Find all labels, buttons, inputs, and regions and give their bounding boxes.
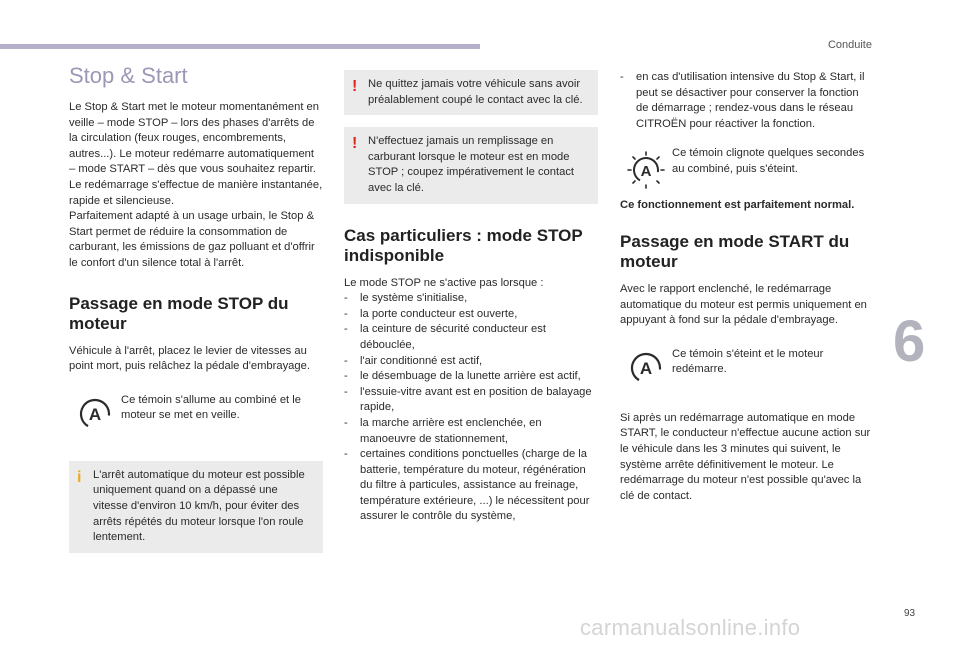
special-cases-heading: Cas particuliers : mode STOP indisponible [344, 225, 583, 265]
column-3 [620, 70, 874, 504]
exclamation-icon: ! [352, 78, 358, 95]
warning-text-1: Ne quittez jamais votre véhicule sans avoir préalablement coupé le contact avec la clé. [368, 78, 583, 106]
exclamation-icon: ! [352, 135, 358, 153]
info-icon: i [77, 468, 82, 486]
start-witness-row [620, 347, 874, 385]
intro-paragraph-3: Parfaitement adapté à un usage urbain, le Stop & Start permet de réduire la consommation de carburant, les émissions de gaz polluant et d'offrir le confort d'un silence total à l'arrêt. [69, 210, 315, 269]
watermark: carmanualsonline.info [580, 615, 801, 640]
column-2 [344, 70, 598, 525]
info-box [69, 461, 323, 553]
stop-witness-text: Ce témoin s'allume au combiné et le moteur se met en veille. [121, 393, 301, 422]
final-paragraph: Si après un redémarrage automatique en mode START, le conducteur n'effectue aucune action sur le véhicule dans les 3 minutes qui suivent, le système arrête définitivement le moteur. Le redémarrage du moteur n'est possible qu'avec la clé de contact. [620, 411, 871, 502]
start-mode-heading: Passage en mode START du moteur [620, 231, 850, 271]
list-item: - le système s'initialise, [344, 291, 598, 307]
warning-box-1 [344, 70, 598, 115]
section-label: Conduite [827, 39, 872, 51]
svg-text:A: A [639, 358, 653, 378]
intro-paragraph: Le Stop & Start met le moteur momentanément en veille – mode STOP – lors des phases d'arrêts de la circulation (feux rouges, encombrements, autres...). Le moteur redémarre automatiquement – mode START – dès que vous souhaitez repartir. [69, 101, 319, 176]
warning-text-2: N'effectuez jamais un remplissage en carburant lorsque le moteur est en mode STOP ; coupez impérativement le contact avec la clé. [368, 135, 575, 194]
special-cases-intro: Le mode STOP ne s'active pas lorsque : [344, 276, 544, 289]
stop-witness-row [69, 393, 323, 431]
page-title: Stop & Start [69, 63, 188, 88]
header-bar [0, 44, 480, 49]
chapter-number: 6 [893, 309, 926, 374]
column-1 [69, 62, 323, 553]
stop-mode-text: Véhicule à l'arrêt, placez le levier de vitesses au point mort, puis relâchez la pédale d'embrayage. [69, 344, 310, 373]
special-cases-list-continued [620, 70, 874, 132]
list-item: - l'essuie-vitre avant est en position de balayage rapide, [344, 385, 598, 416]
info-box-text: L'arrêt automatique du moteur est possible uniquement quand on a dépassé une vitesse d'environ 10 km/h, pour éviter des arrêts répétés du moteur lorsque l'on roule lentement. [93, 468, 305, 544]
list-item: - le désembuage de la lunette arrière est actif, [344, 369, 598, 385]
svg-text:A: A [88, 404, 102, 424]
normal-note: Ce fonctionnement est parfaitement normal. [620, 199, 855, 212]
blink-witness-text: Ce témoin clignote quelques secondes au combiné, puis s'éteint. [672, 147, 865, 175]
list-item: - l'air conditionné est actif, [344, 354, 598, 370]
list-item: - la ceinture de sécurité conducteur est débouclée, [344, 322, 598, 353]
special-cases-list [344, 291, 598, 525]
warning-box-2 [344, 127, 598, 203]
blink-witness-row [620, 146, 874, 190]
start-witness-text: Ce témoin s'éteint et le moteur redémarre. [672, 347, 824, 376]
stop-start-a-icon [78, 397, 112, 431]
stop-start-a-blinking-icon [626, 150, 666, 190]
list-item: - en cas d'utilisation intensive du Stop & Start, il peut se désactiver pour conserver la fonction de démarrage ; rendez-vous dans le réseau CITROËN pour réactiver la fonction. [620, 70, 874, 132]
page-number: 93 [904, 608, 916, 619]
svg-text:A: A [640, 163, 652, 181]
start-mode-text: Avec le rapport enclenché, le redémarrage automatique du moteur est permis uniquement en appuyant à fond sur la pédale d'embrayage. [620, 282, 867, 327]
stop-mode-heading: Passage en mode STOP du moteur [69, 293, 289, 333]
list-item: - certaines conditions ponctuelles (charge de la batterie, température du moteur, régénération du filtre à particules, assistance au freinage, température extérieure, ...) le nécessitent pour assurer le contrôle du système, [344, 447, 598, 525]
stop-start-a-icon [629, 351, 663, 385]
list-item: - la marche arrière est enclenchée, en manoeuvre de stationnement, [344, 416, 598, 447]
list-item: - la porte conducteur est ouverte, [344, 307, 598, 323]
intro-paragraph-2: Le redémarrage s'effectue de manière instantanée, rapide et silencieuse. [69, 178, 323, 207]
